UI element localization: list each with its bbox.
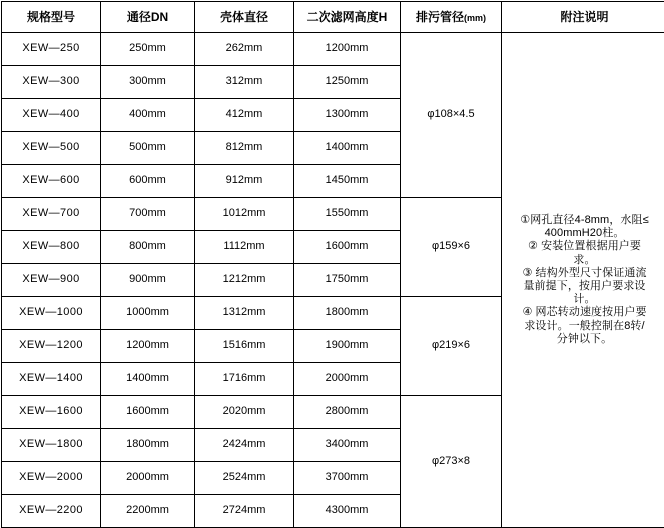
cell-dn: 300mm bbox=[101, 66, 195, 99]
cell-shell-diameter: 912mm bbox=[195, 165, 294, 198]
cell-model: XEW—500 bbox=[2, 132, 101, 165]
cell-dn: 900mm bbox=[101, 264, 195, 297]
note-line-6: 量前提下，按用户要求设 bbox=[502, 280, 664, 293]
table-row bbox=[2, 33, 664, 66]
cell-screen-height: 1800mm bbox=[294, 297, 401, 330]
cell-notes bbox=[502, 33, 664, 528]
cell-screen-height: 3400mm bbox=[294, 429, 401, 462]
cell-shell-diameter: 2524mm bbox=[195, 462, 294, 495]
cell-dn: 1000mm bbox=[101, 297, 195, 330]
cell-drain-pipe-group-2: φ159×6 bbox=[401, 198, 502, 297]
cell-shell-diameter: 1716mm bbox=[195, 363, 294, 396]
cell-drain-pipe-group-4: φ273×8 bbox=[401, 396, 502, 528]
table-header bbox=[2, 2, 664, 33]
cell-shell-diameter: 1516mm bbox=[195, 330, 294, 363]
cell-shell-diameter: 312mm bbox=[195, 66, 294, 99]
specification-table bbox=[1, 1, 664, 528]
cell-shell-diameter: 262mm bbox=[195, 33, 294, 66]
note-line-4: 求。 bbox=[502, 254, 664, 267]
cell-dn: 250mm bbox=[101, 33, 195, 66]
column-header-notes-label: 附注说明 bbox=[560, 10, 608, 24]
column-header-screen-height bbox=[294, 2, 401, 33]
cell-model: XEW—250 bbox=[2, 33, 101, 66]
cell-dn: 2200mm bbox=[101, 495, 195, 528]
column-header-model bbox=[2, 2, 101, 33]
cell-screen-height: 1900mm bbox=[294, 330, 401, 363]
column-header-dn bbox=[101, 2, 195, 33]
cell-model: XEW—700 bbox=[2, 198, 101, 231]
column-header-notes bbox=[502, 2, 664, 33]
column-header-drain-pipe-unit: (mm) bbox=[464, 13, 486, 23]
note-line-7: 计。 bbox=[502, 293, 664, 306]
cell-shell-diameter: 1012mm bbox=[195, 198, 294, 231]
cell-screen-height: 1550mm bbox=[294, 198, 401, 231]
cell-dn: 500mm bbox=[101, 132, 195, 165]
column-header-dn-label: 通径DN bbox=[127, 10, 168, 24]
note-line-10: 分钟以下。 bbox=[502, 333, 664, 346]
cell-model: XEW—300 bbox=[2, 66, 101, 99]
cell-model: XEW—2000 bbox=[2, 462, 101, 495]
cell-model: XEW—1800 bbox=[2, 429, 101, 462]
cell-shell-diameter: 2724mm bbox=[195, 495, 294, 528]
column-header-drain-pipe-label: 排污管径 bbox=[416, 10, 464, 24]
note-line-9: 求设计。一般控制在8转/ bbox=[502, 320, 664, 333]
column-header-shell-diameter bbox=[195, 2, 294, 33]
cell-drain-pipe-group-3: φ219×6 bbox=[401, 297, 502, 396]
note-line-1: ①网孔直径4-8mm，水阻≤ bbox=[502, 214, 664, 227]
cell-dn: 400mm bbox=[101, 99, 195, 132]
cell-dn: 1400mm bbox=[101, 363, 195, 396]
cell-screen-height: 4300mm bbox=[294, 495, 401, 528]
note-line-2: 400mmH20柱。 bbox=[502, 227, 664, 240]
cell-dn: 1200mm bbox=[101, 330, 195, 363]
cell-shell-diameter: 1312mm bbox=[195, 297, 294, 330]
column-header-shell-diameter-label: 壳体直径 bbox=[220, 10, 268, 24]
cell-dn: 600mm bbox=[101, 165, 195, 198]
cell-shell-diameter: 812mm bbox=[195, 132, 294, 165]
cell-drain-pipe-group-1: φ108×4.5 bbox=[401, 33, 502, 198]
table-body bbox=[2, 33, 664, 528]
cell-screen-height: 2800mm bbox=[294, 396, 401, 429]
cell-shell-diameter: 1212mm bbox=[195, 264, 294, 297]
cell-screen-height: 1750mm bbox=[294, 264, 401, 297]
cell-model: XEW—900 bbox=[2, 264, 101, 297]
cell-model: XEW—2200 bbox=[2, 495, 101, 528]
cell-screen-height: 1300mm bbox=[294, 99, 401, 132]
cell-screen-height: 1450mm bbox=[294, 165, 401, 198]
cell-screen-height: 1600mm bbox=[294, 231, 401, 264]
cell-shell-diameter: 2424mm bbox=[195, 429, 294, 462]
cell-shell-diameter: 2020mm bbox=[195, 396, 294, 429]
cell-model: XEW—1400 bbox=[2, 363, 101, 396]
note-line-8: ④ 网芯转动速度按用户要 bbox=[502, 306, 664, 319]
cell-dn: 1600mm bbox=[101, 396, 195, 429]
cell-screen-height: 1400mm bbox=[294, 132, 401, 165]
cell-shell-diameter: 412mm bbox=[195, 99, 294, 132]
cell-screen-height: 1200mm bbox=[294, 33, 401, 66]
cell-screen-height: 1250mm bbox=[294, 66, 401, 99]
note-line-3: ② 安装位置根据用户要 bbox=[502, 240, 664, 253]
note-line-5: ③ 结构外型尺寸保证通流 bbox=[502, 267, 664, 280]
cell-dn: 2000mm bbox=[101, 462, 195, 495]
cell-shell-diameter: 1112mm bbox=[195, 231, 294, 264]
cell-model: XEW—600 bbox=[2, 165, 101, 198]
cell-screen-height: 3700mm bbox=[294, 462, 401, 495]
cell-model: XEW—1200 bbox=[2, 330, 101, 363]
column-header-screen-height-label: 二次滤网高度H bbox=[307, 10, 388, 24]
table-header-row bbox=[2, 2, 664, 33]
cell-model: XEW—1600 bbox=[2, 396, 101, 429]
cell-screen-height: 2000mm bbox=[294, 363, 401, 396]
cell-dn: 1800mm bbox=[101, 429, 195, 462]
cell-model: XEW—1000 bbox=[2, 297, 101, 330]
cell-model: XEW—800 bbox=[2, 231, 101, 264]
cell-dn: 700mm bbox=[101, 198, 195, 231]
cell-dn: 800mm bbox=[101, 231, 195, 264]
column-header-model-label: 规格型号 bbox=[27, 10, 75, 24]
column-header-drain-pipe bbox=[401, 2, 502, 33]
cell-model: XEW—400 bbox=[2, 99, 101, 132]
